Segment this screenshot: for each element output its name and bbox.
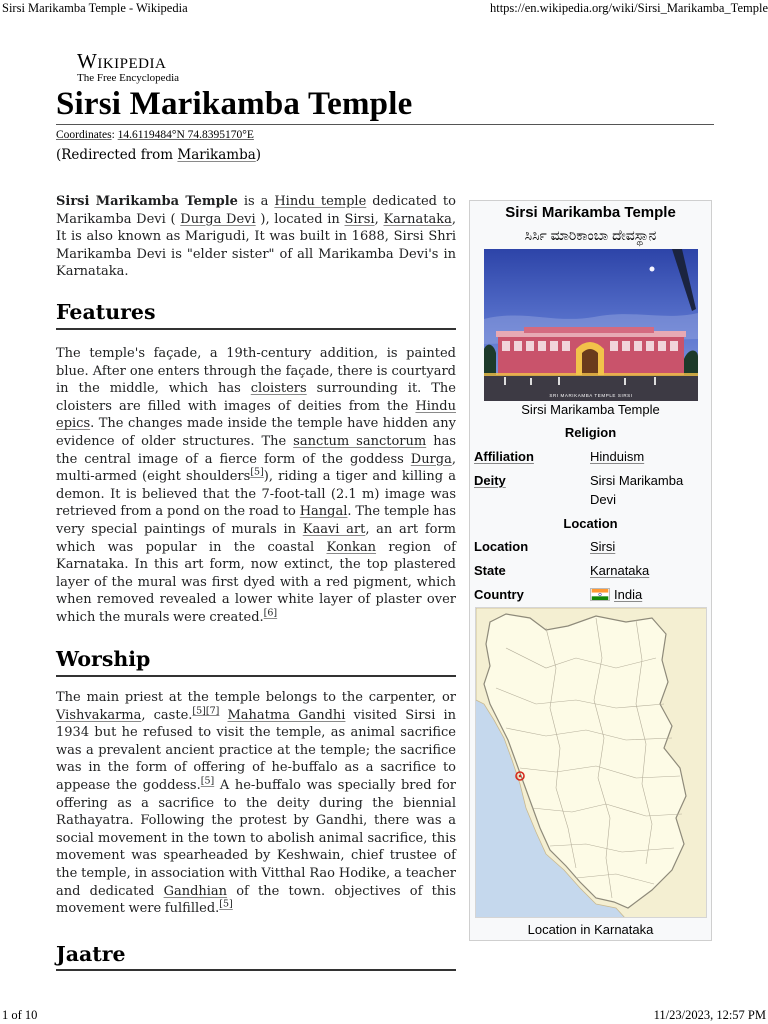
map-caption: Location in Karnataka <box>527 922 654 937</box>
infobox-label-country: Country <box>474 587 524 602</box>
text-run: region of Karnataka. In this art form, now extinct, the top plastered layer of the mural was first dyed with a red pigment, which when removed revealed a lower white layer of plaster over which the murals were created. <box>56 539 456 625</box>
logo-wordmark: Wikipedia <box>77 49 167 73</box>
link-hangal[interactable]: Hangal <box>299 504 348 520</box>
link-sanctum-sanctorum[interactable]: sanctum sanctorum <box>293 433 427 449</box>
link-durga[interactable]: Durga <box>410 451 452 467</box>
intro-bold-title: Sirsi Marikamba Temple <box>56 194 238 209</box>
redirect-prefix: (Redirected from <box>56 147 178 163</box>
reference-link[interactable]: [5] <box>250 466 264 478</box>
text-run: , caste. <box>141 707 193 723</box>
print-datetime: 11/23/2023, 12:57 PM <box>653 1008 766 1022</box>
wikipedia-logo[interactable] <box>77 50 179 84</box>
infobox-title: Sirsi Marikamba Temple <box>505 204 676 221</box>
infobox-label-deity <box>474 472 506 490</box>
coordinates-value-link[interactable]: 14.6119484°N 74.8395170°E <box>117 129 254 141</box>
print-footer <box>0 1008 768 1024</box>
heading-worship: Worship <box>56 647 151 671</box>
infobox-label-location: Location <box>474 539 529 554</box>
link-hindu-temple[interactable]: Hindu temple <box>274 194 367 209</box>
text-run: The temple's façade, a 19th-century addition, is painted blue. After one enters through the façade, there is courtyard in the middle, which has <box>56 346 456 397</box>
link-hinduism[interactable]: Hinduism <box>590 449 645 464</box>
text-run: A he-buffalo was specially bred for offering as a sacrifice to the deity during the biennial Rathayatra. Following the protest by Gandhi, there was a social movement in the town to abolish animal sacrifice, this movement was spearheaded by Keshwain, chief trustee of the temple, in association with Vitthal Rao Hodike, a teacher and dedicated <box>56 777 457 899</box>
link-affiliation[interactable]: Affiliation <box>474 449 534 464</box>
link-konkan[interactable]: Konkan <box>326 539 377 555</box>
map-graphic <box>476 608 707 918</box>
coordinates: Coordinates: 14.6119484°N 74.8395170°E <box>56 129 254 141</box>
link-gandhian[interactable]: Gandhian <box>163 883 228 899</box>
worship-paragraph <box>56 689 456 918</box>
text-run: . The temple has very special paintings of murals in <box>56 504 457 537</box>
reference-link[interactable]: [7] <box>205 705 220 717</box>
link-mahatma-gandhi[interactable]: Mahatma Gandhi <box>227 707 346 723</box>
link-karnataka[interactable]: Karnataka <box>383 211 452 227</box>
coordinates-label-link[interactable]: Coordinates <box>56 129 112 141</box>
infobox-label-state: State <box>474 563 506 578</box>
text-run: is a <box>237 194 275 209</box>
reference-link[interactable]: [5] <box>192 705 206 717</box>
text-run: visited Sirsi in 1934 but he refused to visit the temple, as animal sacrifice was a prevalent ancient practice at the temple; the sacrifice was in the form of offering of he-buffalo as a sacrifice to appease the goddess. <box>56 707 456 793</box>
photo-watermark: SRI MARIKAMBA TEMPLE SIRSI <box>549 393 633 398</box>
infobox-value-affiliation <box>590 448 644 466</box>
text-run: , It is also known as Marigudi, It was built in 1688, Sirsi Shri Marikamba Devi is "elder sister" of all Marikamba Devi's in Karnataka. <box>56 211 456 280</box>
page-title: Sirsi Marikamba Temple <box>56 86 413 122</box>
text-run: , an art form which was popular in the coastal <box>56 521 456 555</box>
text-run: surrounding it. The cloisters are filled with images of deities from the <box>56 381 456 414</box>
link-sirsi-infobox[interactable]: Sirsi <box>590 539 616 554</box>
section-divider <box>56 328 456 330</box>
intro-paragraph <box>56 193 456 281</box>
text-run: ), riding a tiger and killing a demon. It is believed that the 7-foot-tall (2.1 m) image was retrieved from a pond on the road to <box>56 469 456 520</box>
text-run: has the central image of a fierce form of the goddess <box>56 433 456 467</box>
text-run: The main priest at the temple belongs to the carpenter, or <box>56 690 456 705</box>
text-run: ), located in <box>255 211 345 227</box>
link-cloisters[interactable]: cloisters <box>250 381 307 397</box>
text-run: , multi-armed (eight shoulders <box>56 451 456 485</box>
redirect-suffix: ) <box>255 147 262 163</box>
features-paragraph <box>56 345 456 627</box>
reference-link[interactable]: [6] <box>263 607 278 619</box>
text-run: , <box>374 211 384 227</box>
print-header <box>0 0 768 16</box>
infobox-value-location <box>590 538 615 556</box>
infobox-value-deity: Sirsi Marikamba <box>590 473 684 488</box>
section-divider <box>56 969 456 971</box>
infobox-value-country <box>590 586 642 604</box>
title-divider <box>56 124 714 125</box>
karnataka-locator-map[interactable] <box>475 607 707 918</box>
reference-link[interactable]: [5] <box>200 775 215 787</box>
temple-photo[interactable] <box>484 249 698 401</box>
infobox-header-location: Location <box>563 516 618 531</box>
print-doc-title: Sirsi Marikamba Temple - Wikipedia <box>2 1 188 15</box>
photo-caption: Sirsi Marikamba Temple <box>521 402 660 417</box>
link-kaavi-art[interactable]: Kaavi art <box>302 521 366 537</box>
page-count: 1 of 10 <box>2 1008 38 1022</box>
infobox-header-religion: Religion <box>564 425 617 440</box>
redirect-notice <box>56 147 261 163</box>
infobox <box>469 200 712 941</box>
text-run: . The changes made inside the temple have hidden any evidence of older structures. The <box>56 416 456 449</box>
link-vishvakarma[interactable]: Vishvakarma <box>56 707 142 723</box>
text-run: of the town. objectives of this movement were fulfilled. <box>56 883 456 917</box>
link-hindu-epics[interactable]: Hindu epics <box>56 398 456 432</box>
link-karnataka-infobox[interactable]: Karnataka <box>590 563 650 578</box>
heading-features: Features <box>56 300 156 324</box>
link-india[interactable]: India <box>614 587 643 602</box>
infobox-value-state <box>590 562 649 580</box>
text-run: dedicated to Marikamba Devi ( <box>56 194 456 227</box>
infobox-native-name: ಸಿರ್ಸಿ ಮಾರಿಕಾಂಬಾ ದೇವಸ್ಥಾನ <box>524 227 657 243</box>
link-durga-devi[interactable]: Durga Devi <box>180 211 256 227</box>
print-url[interactable]: https://en.wikipedia.org/wiki/Sirsi_Marikamba_Temple <box>489 1 768 15</box>
india-flag-icon <box>590 588 610 601</box>
link-deity[interactable]: Deity <box>474 473 506 488</box>
redirect-link[interactable]: Marikamba <box>177 147 256 163</box>
reference-link[interactable]: [5] <box>219 898 233 910</box>
link-sirsi[interactable]: Sirsi <box>344 211 375 227</box>
heading-jaatre: Jaatre <box>56 942 126 966</box>
infobox-label-affiliation <box>474 448 534 466</box>
temple-photo-graphic <box>484 249 698 401</box>
infobox-value-deity-line2: Devi <box>590 492 617 507</box>
logo-tagline: The Free Encyclopedia <box>77 72 180 84</box>
section-divider <box>56 675 456 677</box>
